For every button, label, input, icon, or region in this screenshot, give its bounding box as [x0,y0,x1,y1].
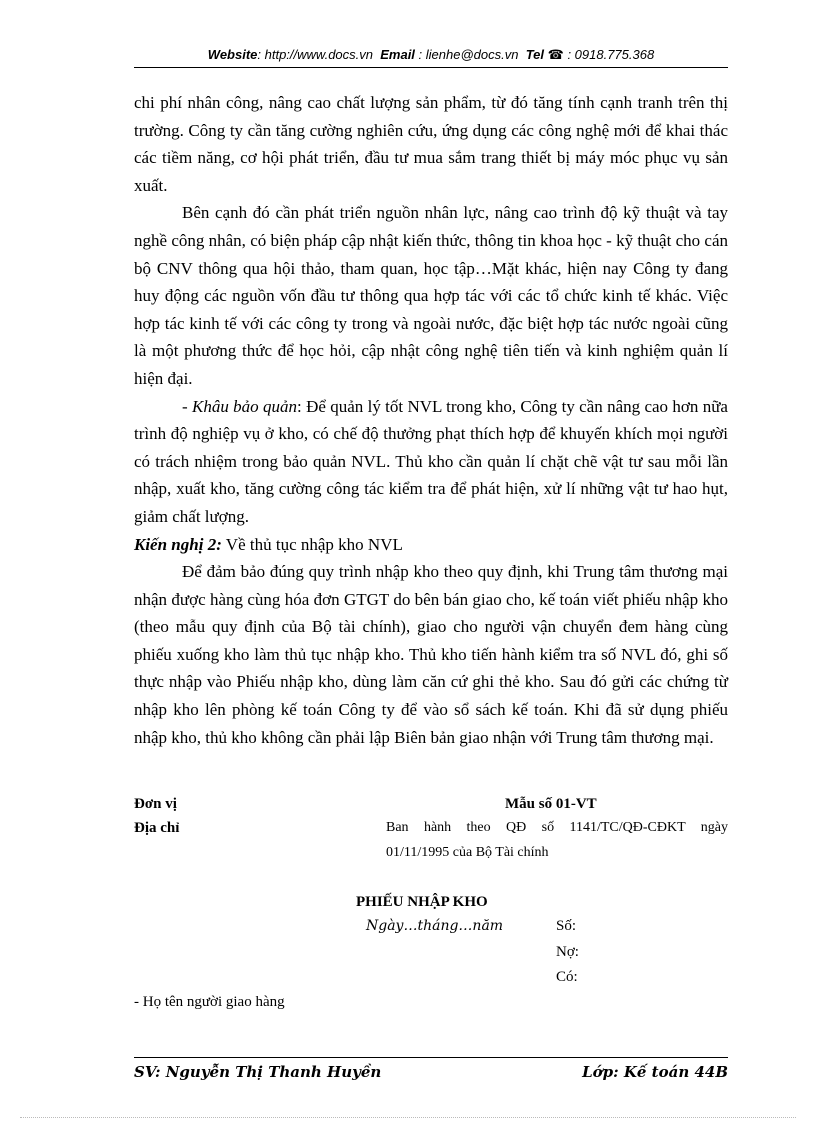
paragraph-1: chi phí nhân công, nâng cao chất lượng sản phẩm, từ đó tăng tính cạnh tranh trên thị trường. Công ty cần tăng cường nghiên cứu, ứng dụng các công nghệ mới để khai thác các tiềm năng, cơ hội phát triển, đầu tư mua sắm trang thiết bị máy móc phục vụ sản xuất. [134,93,728,195]
paragraph-3 [134,393,728,531]
document-body [134,89,728,751]
header-divider [134,67,728,68]
paragraph-3-heading: Khâu bảo quản [192,396,298,416]
paragraph-2: Bên cạnh đó cần phát triển nguồn nhân lực, nâng cao trình độ kỹ thuật và tay nghề công nhân, có biện pháp cập nhật kiến thức, thông tin khoa học - kỹ thuật cho cán bộ CNV thông qua hội thảo, tham quan, học tập…Mặt khác, hiện nay Công ty đang huy động các nguồn vốn đầu tư thông qua hợp tác với các tổ chức kinh tế khác. Việc hợp tác kinh tế với các công ty trong và ngoài nước, đặc biệt hợp tác nước ngoài cũng là một phương thức để học hỏi, cập nhật công nghệ tiên tiến và kinh nghiệm quản lí hiện đại. [134,203,728,388]
form-dia-chi: Địa chỉ [134,820,180,836]
form-no: Nợ: [556,944,579,960]
tel-number: ☎ : 0918.775.368 [547,47,655,62]
footer-divider [134,1057,728,1058]
form-ban-hanh-line2: 01/11/1995 của Bộ Tài chính [386,845,549,860]
page-bottom-dotted-line [20,1117,796,1118]
recommendation-label: Kiến nghị 2: [134,534,222,554]
form-so: Số: [556,918,577,934]
paragraph-3-prefix: - [182,396,192,416]
form-mau-so: Mẫu số 01-VT [505,796,597,812]
form-date-line: Ngày…tháng…năm [366,918,504,934]
website-url[interactable]: : http://www.docs.vn [257,47,373,62]
form-nguoi-giao-hang: - Họ tên người giao hàng [134,994,285,1010]
page-header [134,47,728,63]
paragraph-3-text: : Để quản lý tốt NVL trong kho, Công ty cần nâng cao hơn nữa trình độ nghiệp vụ ở kho, có chế độ thưởng phạt thích hợp để khuyến khích mọi người có trách nhiệm trong bảo quản NVL. Thủ kho cần quản lí chặt chẽ vật tư sau mỗi lần nhập, xuất kho, tăng cường công tác kiểm tra để phát hiện, xử lí những vật tư hao hụt, giảm chất lượng. [134,396,728,526]
email-label: Email [380,47,415,62]
tel-label: Tel [525,47,545,62]
footer-class: Lớp: Kế toán 44B [582,1063,728,1081]
recommendation-heading [134,531,728,559]
form-don-vi: Đơn vị [134,796,177,812]
form-co: Có: [556,969,578,985]
website-label: Website [207,47,258,62]
email-address[interactable]: : lienhe@docs.vn [418,47,519,62]
recommendation-title: Về thủ tục nhập kho NVL [221,534,403,554]
footer-student: SV: Nguyễn Thị Thanh Huyền [134,1063,382,1081]
paragraph-5: Để đảm bảo đúng quy trình nhập kho theo quy định, khi Trung tâm thương mại nhận được hàng cùng hóa đơn GTGT do bên bán giao cho, kế toán viết phiếu nhập kho (theo mẫu quy định của Bộ tài chính), giao cho người vận chuyển đem hàng cùng phiếu xuống kho làm thủ tục nhập kho. Thủ kho tiến hành kiểm tra số NVL đó, ghi số thực nhập vào Phiếu nhập kho, dùng làm căn cứ ghi thẻ kho. Sau đó gửi các chứng từ nhập kho lên phòng kế toán Công ty để vào sổ sách kế toán. Khi đã sử dụng phiếu nhập kho, thủ kho không cần phải lập Biên bản giao nhận với Trung tâm thương mại. [134,562,728,747]
form-title: PHIẾU NHẬP KHO [356,894,488,910]
form-ban-hanh-line1: Ban hành theo QĐ số 1141/TC/QĐ-CĐKT ngày [386,820,728,835]
